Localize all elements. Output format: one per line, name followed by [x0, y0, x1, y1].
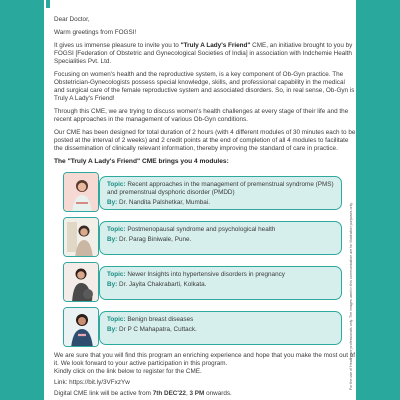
intro-paragraph	[54, 42, 356, 66]
module-info	[99, 266, 342, 300]
by-label: By:	[107, 199, 118, 207]
module-speaker	[107, 326, 335, 334]
modules-heading-prefix: The	[54, 158, 68, 165]
module-speaker	[107, 281, 335, 289]
paragraph-3: Through this CME, we are trying to discuss women's health challenges at every stage of their life and the recent approaches in the management of various Ob-Gyn conditions.	[54, 108, 349, 123]
right-border	[356, 0, 400, 400]
speaker-name: Dr P C Mahapatra, Cuttack.	[119, 326, 197, 334]
module-topic	[107, 226, 335, 234]
paragraph-2: Focusing on women's health and the reproductive system, is a key component of Ob-Gyn practice. The Obstetrician-Gynecologists possess special knowledge, skills, and professional capability in the medical and surgical care of the female reproductive system and associated disorders. So, in real sense, Ob-Gyn is Truly A Lady's Friend!	[54, 71, 355, 102]
active-date: 7th DEC'22	[152, 390, 186, 397]
module-card	[54, 262, 356, 302]
registration-link[interactable]: https://bit.ly/3VFxzYw	[69, 379, 130, 386]
disclaimer-vertical	[349, 190, 357, 390]
modules-list	[54, 172, 356, 347]
module-illustration	[63, 217, 99, 257]
link-label: Link:	[54, 379, 70, 386]
topic-label: Topic:	[107, 271, 126, 278]
module-card	[54, 172, 356, 212]
modules-heading-title: "Truly A Lady's Friend"	[67, 158, 141, 165]
module-info	[99, 176, 342, 210]
module-topic	[107, 181, 335, 197]
modules-heading-suffix: CME brings you 4 modules:	[140, 158, 229, 165]
topic-label: Topic:	[107, 316, 126, 323]
topic-text: Recent approaches in the management of premenstrual syndrome (PMS) and premenstrual dysphoric disorder (PMDD)	[107, 181, 334, 197]
by-label: By:	[107, 281, 118, 289]
module-illustration	[63, 262, 99, 302]
greeting: Warm greetings from FOGSI!	[54, 29, 137, 36]
disclaimer-text: For the use of Healthcare professionals only. The images used in this communication are for illustration purposes only.	[349, 202, 353, 390]
module-info	[99, 311, 342, 345]
topic-text: Newer Insights into hypertensive disorders in pregnancy	[127, 271, 285, 278]
active-prefix: Digital CME link will be active from	[54, 390, 153, 397]
intro-suffix: CME, an initiative brought to you by FOGSI [Federation of Obstetric and Gynecological Societies of India] in association with Indchemie Health Specialities Pvt. Ltd.	[54, 42, 353, 65]
letter-page	[44, 0, 356, 400]
speaker-name: Dr. Nandita Palshetkar, Mumbai.	[119, 199, 210, 207]
by-label: By:	[107, 326, 118, 334]
topic-label: Topic:	[107, 181, 126, 188]
module-info	[99, 221, 342, 255]
active-date-line	[54, 390, 356, 398]
topic-text: Postmenopausal syndrome and psychological health	[127, 226, 276, 233]
by-label: By:	[107, 236, 118, 244]
speaker-name: Dr. Jayita Chakrabarti, Kolkata.	[119, 281, 207, 289]
modules-heading	[54, 158, 356, 166]
module-speaker	[107, 199, 335, 207]
topic-text: Benign breast diseases	[127, 316, 194, 323]
link-line	[54, 379, 356, 387]
module-topic	[107, 316, 335, 324]
cme-title: "Truly A Lady's Friend"	[180, 42, 251, 49]
salutation: Dear Doctor,	[54, 16, 90, 23]
module-speaker	[107, 236, 335, 244]
module-card	[54, 217, 356, 257]
topic-label: Topic:	[107, 226, 126, 233]
module-topic	[107, 271, 335, 279]
module-illustration	[63, 307, 99, 347]
module-card	[54, 307, 356, 347]
paragraph-4: Our CME has been designed for total duration of 2 hours (with 4 different modules of 30 minutes each to be posted at the interval of 2 weeks) and 2 credit points at the end of completion of all 4 modules to facilitate the dissemination of clinically relevant information, thereby improving the standard of care in practice.	[54, 129, 356, 152]
active-suffix: onwards.	[204, 390, 232, 397]
active-time: 3 PM	[189, 390, 205, 397]
module-illustration	[63, 172, 99, 212]
speaker-name: Dr. Parag Biniwale, Pune.	[119, 236, 192, 244]
active-separator: ,	[185, 390, 190, 397]
intro-prefix: It gives us immense pleasure to invite you to	[54, 42, 181, 49]
register-instruction: Kindly click on the link below to register for the CME.	[54, 368, 202, 375]
closing-paragraph: We are sure that you will find this program an enriching experience and hope that you make the most out of it. We look forward to your active participation in this program.	[54, 352, 356, 367]
